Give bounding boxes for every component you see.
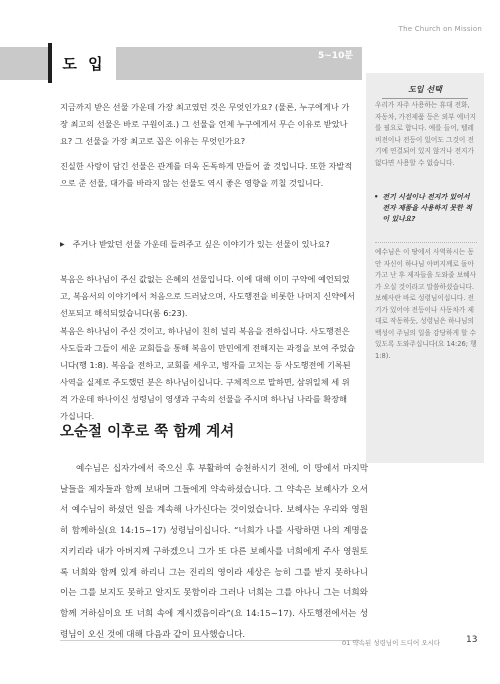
intro-title-box bbox=[48, 43, 116, 83]
footer-rule bbox=[60, 640, 360, 641]
body-paragraph: 예수님은 십자가에서 죽으신 후 부활하여 승천하시기 전에, 이 땅에서 마지막 날들을 제자들과 함께 보내며 그들에게 약속하셨습니다. 그 약속은 보혜사가 오셔서 예수님이 하셨던 일을 계속해 나가신다는 것이었습니다. 보혜사는 우리와 영원히 함께하실(요 14:15~17) 성령님이십니다. “너희가 나를 사랑하면 나의 계명을 지키리라 내가 아버지께 구하겠으니 그가 또 다른 보혜사를 너희에게 주사 영원토록 너희와 함께 있게 하리니 그는 진리의 영이라 세상은 능히 그를 받지 못하나니 이는 그를 보지도 못하고 알지도 못함이라 그러나 너희는 그를 아나니 그는 너희와 함께 거하심이요 또 너희 속에 계시겠음이라”(요 14:15~17). 사도행전에서는 성령님이 오신 것에 대해 다음과 같이 묘사했습니다. bbox=[60, 464, 368, 640]
section-title: 오순절 이후로 쭉 함께 계셔 bbox=[60, 424, 235, 440]
sidebar-question bbox=[374, 192, 476, 225]
intro-paragraph-2: 진실한 사랑이 담긴 선물은 관계를 더욱 돈독하게 만들어 줄 것입니다. 또한 자발적으로 준 선물, 대가를 바라지 않는 선물도 역시 좋은 영향을 끼칠 것입니다. bbox=[60, 161, 353, 188]
discussion-question bbox=[60, 236, 357, 253]
page-number: 13 bbox=[466, 635, 478, 645]
intro-paragraph-4: 복음은 하나님이 주신 것이고, 하나님이 친히 널리 복음을 전하십니다. 사도행전은 사도들과 그들이 세운 교회들을 통해 복음이 만민에게 전해지는 과정을 보여 주었습니다(행 1:8). 복음을 전하고, 교회를 세우고, 병자를 고치는 등 사도행전에 기록된 사역을 실제로 주도했던 분은 하나님이십니다. 구체적으로 말하면, 삼위일체 세 위격 가운데 하나이신 성령님이 영생과 구속의 선물을 주시며 하나님 나라를 확장해 가십니다. bbox=[60, 326, 355, 421]
intro-time-label: 5~10분 bbox=[318, 51, 354, 61]
intro-paragraph-3: 복음은 하나님이 주신 값없는 은혜의 선물입니다. 이에 대해 이미 구약에 예언되었고, 복음서의 이야기에서 처음으로 드러났으며, 사도행전을 비롯한 나머지 신약에서 선포되고 해석되었습니다(롬 6:23). bbox=[60, 274, 355, 318]
sidebar-title: 도입 선택 bbox=[382, 84, 468, 99]
sidebar-question-text: 전기 시설이나 전지가 있어서 전자 제품을 사용하지 못한 적이 있나요? bbox=[382, 193, 472, 223]
sidebar-divider bbox=[375, 242, 477, 243]
triangle-bullet-icon: ▶ bbox=[60, 241, 65, 248]
sidebar-paragraph-2: 예수님은 이 땅에서 사역하시는 동안 자신이 하나님 아버지께로 돌아가고 난 후 제자들을 도와줄 보혜사가 오실 것이라고 말씀하셨습니다. 보혜사란 바로 성령님이십니다. 전기가 있어야 전등이나 사동차가 제대로 작동하듯, 성령님은 하나님의 백성이 주님의 일을 감당하게 할 수 있도록 도와주십니다(요 14:26; 행 1:8). bbox=[375, 248, 477, 360]
discussion-question-text: 주거나 받았던 선물 가운데 들려주고 싶은 이야기가 있는 선물이 있나요? bbox=[72, 239, 330, 249]
intro-title: 도 입 bbox=[62, 54, 106, 73]
sidebar-paragraph-1: 우리가 자주 사용하는 휴대 전화, 자동차, 가전제품 등은 외부 에너지를 필요로 합니다. 예를 들어, 텔레비전이나 전등이 있어도 그것이 전기에 연결되어 있지 않거나 전지가 없다면 사용할 수 없습니다. bbox=[375, 101, 477, 167]
bullet-dot-icon: • bbox=[374, 193, 379, 201]
footer-chapter-title: 01 약속된 성령님이 드디어 오시다 bbox=[342, 639, 441, 647]
running-head: The Church on Mission bbox=[398, 25, 482, 33]
intro-paragraph-1: 지금까지 받은 선물 가운데 가장 최고였던 것은 무엇인가요? (물론, 누구에게나 가장 최고의 선물은 바로 구원이죠.) 그 선물을 언제 누구에게서 무슨 이유로 받았나요? 그 선물을 가장 최고로 꼽은 이유는 무엇인가요? bbox=[60, 102, 350, 146]
